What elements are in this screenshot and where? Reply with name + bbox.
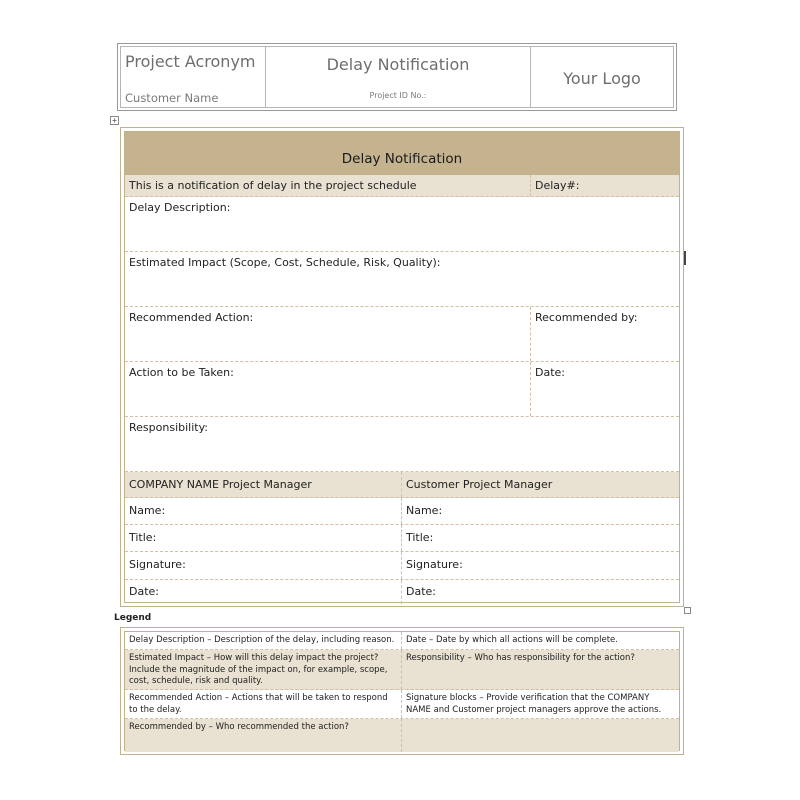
action-to-be-taken-row — [125, 362, 679, 417]
legend-row — [125, 650, 679, 690]
legend-row — [125, 719, 679, 752]
notice-cell[interactable]: This is a notification of delay in the project schedule — [125, 175, 531, 196]
customer-pm-header[interactable]: Customer Project Manager — [406, 478, 553, 491]
customer-name: Customer Name — [125, 91, 219, 105]
table-move-handle-icon[interactable]: + — [110, 116, 119, 125]
signature-header-row — [125, 472, 679, 498]
customer-pm-name[interactable]: Name: — [406, 504, 443, 517]
legend-item-estimated-impact[interactable]: Estimated Impact – How will this delay impact the project? Include the magnitude of the impact on, for example, scope, cost, schedule, risk and quality. — [125, 650, 402, 689]
estimated-impact-row — [125, 252, 679, 307]
legend-item-signature-blocks[interactable]: Signature blocks – Provide verification that the COMPANY NAME and Customer project managers approve the actions. — [406, 693, 662, 715]
legend-item-date[interactable]: Date – Date by which all actions will be complete. — [406, 635, 618, 645]
delay-description-cell[interactable]: Delay Description: — [129, 201, 231, 214]
legend-row — [125, 690, 679, 719]
delay-number-cell[interactable]: Delay#: — [535, 179, 580, 192]
header-title: Delay Notification — [326, 55, 470, 74]
legend-item-empty[interactable] — [402, 719, 679, 752]
action-to-be-taken-cell[interactable]: Action to be Taken: — [125, 362, 531, 416]
legend-item-delay-description[interactable]: Delay Description – Description of the delay, including reason. — [125, 632, 402, 649]
delay-description-row — [125, 197, 679, 252]
company-pm-date[interactable]: Date: — [125, 580, 402, 604]
form-title-row — [125, 132, 679, 175]
company-pm-signature[interactable]: Signature: — [125, 552, 402, 579]
header-cell-logo[interactable] — [531, 47, 673, 107]
legend-table — [120, 627, 684, 755]
form-inner — [124, 131, 680, 603]
header-table-inner — [120, 46, 674, 108]
table-resize-handle[interactable] — [684, 607, 691, 614]
header-table — [117, 43, 677, 111]
recommended-action-row — [125, 307, 679, 362]
delay-notification-form — [120, 127, 684, 607]
customer-pm-date[interactable]: Date: — [406, 585, 436, 598]
header-cell-title[interactable] — [266, 47, 531, 107]
legend-item-recommended-action[interactable]: Recommended Action – Actions that will be taken to respond to the delay. — [125, 690, 402, 718]
header-cell-acronym[interactable] — [121, 47, 266, 107]
company-pm-name[interactable]: Name: — [125, 498, 402, 524]
recommended-by-cell[interactable]: Recommended by: — [535, 311, 638, 324]
estimated-impact-cell[interactable]: Estimated Impact (Scope, Cost, Schedule, Risk, Quality): — [129, 256, 441, 269]
company-pm-title[interactable]: Title: — [125, 525, 402, 551]
notice-row — [125, 175, 679, 197]
responsibility-row — [125, 417, 679, 472]
name-row — [125, 498, 679, 525]
legend-item-responsibility[interactable]: Responsibility – Who has responsibility for the action? — [406, 653, 635, 663]
responsibility-cell[interactable]: Responsibility: — [129, 421, 208, 434]
legend-label: Legend — [114, 613, 152, 623]
customer-pm-title[interactable]: Title: — [406, 531, 434, 544]
legend-item-recommended-by[interactable]: Recommended by – Who recommended the action? — [125, 719, 402, 752]
legend-row — [125, 632, 679, 650]
action-date-cell[interactable]: Date: — [535, 366, 565, 379]
customer-pm-signature[interactable]: Signature: — [406, 558, 463, 571]
date-row — [125, 580, 679, 604]
legend-inner — [124, 631, 680, 751]
signature-row — [125, 552, 679, 580]
text-cursor — [684, 251, 686, 265]
title-row — [125, 525, 679, 552]
form-title[interactable]: Delay Notification — [341, 151, 463, 167]
logo-placeholder: Your Logo — [563, 69, 641, 88]
project-id-label: Project ID No.: — [369, 91, 427, 100]
recommended-action-cell[interactable]: Recommended Action: — [125, 307, 531, 361]
project-acronym: Project Acronym — [125, 52, 256, 71]
company-pm-header[interactable]: COMPANY NAME Project Manager — [125, 472, 402, 497]
